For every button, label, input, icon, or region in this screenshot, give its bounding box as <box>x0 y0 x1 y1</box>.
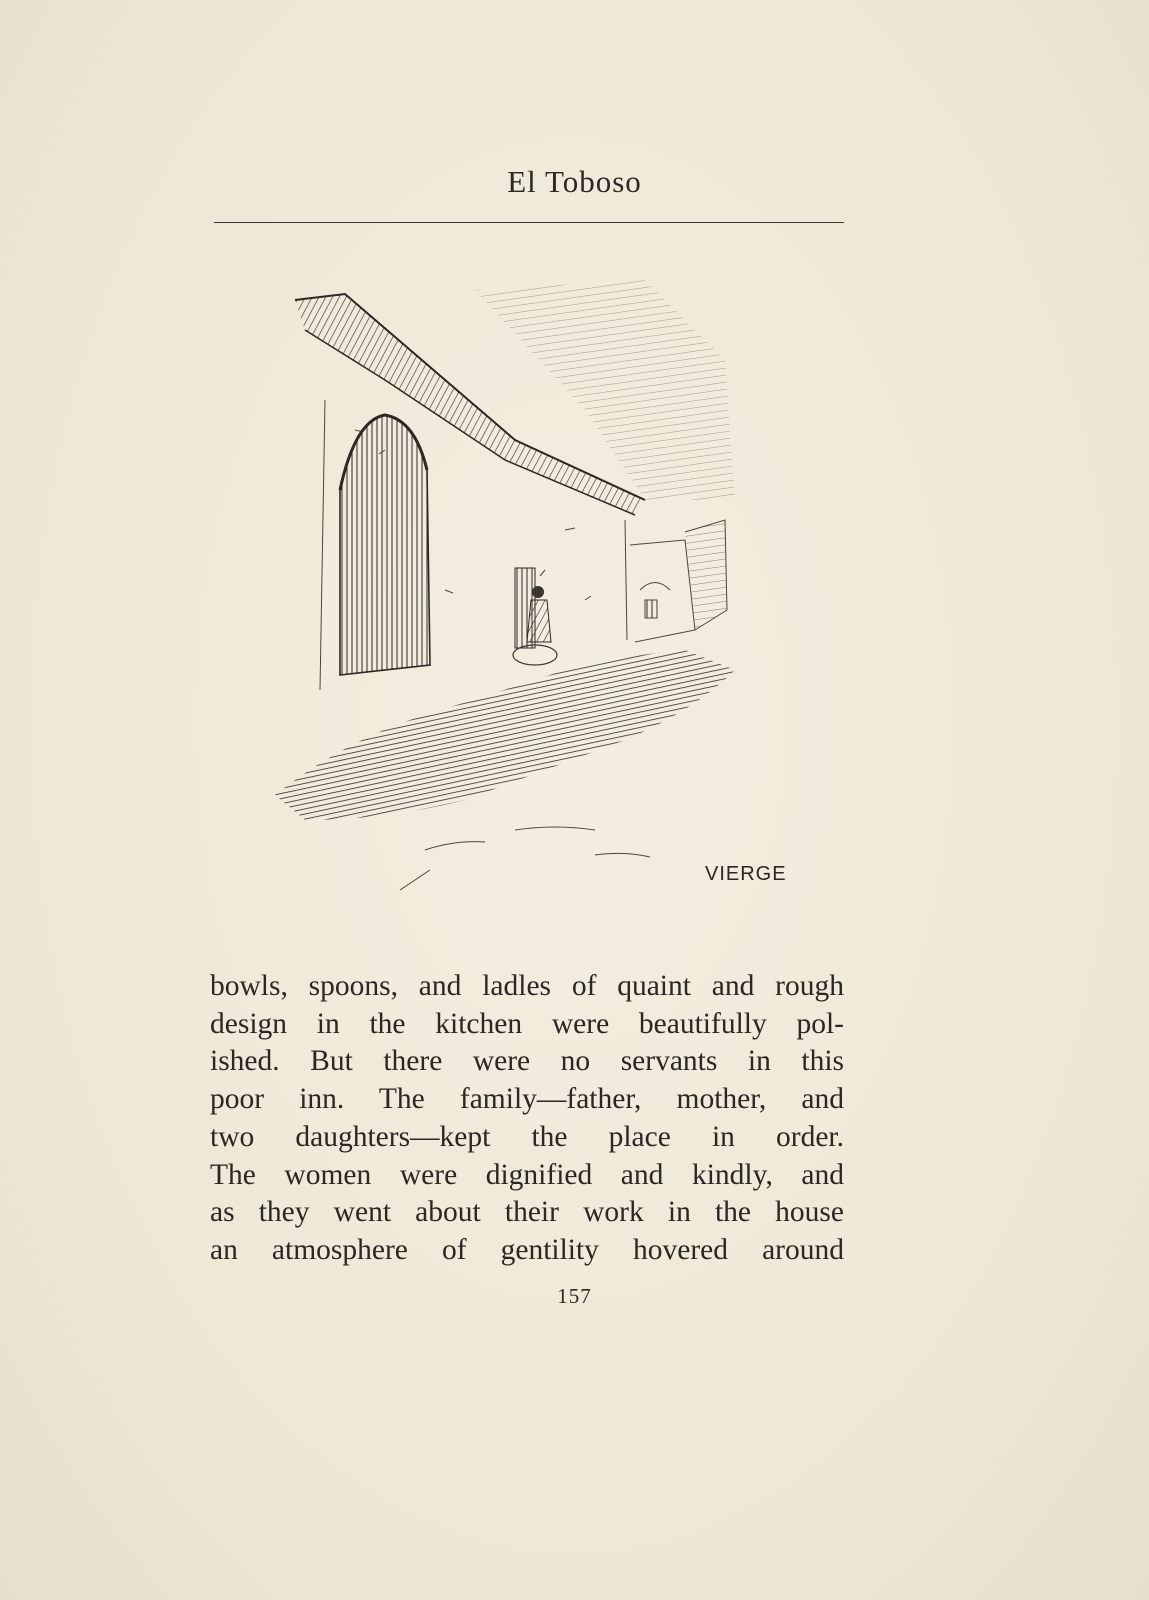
header-rule <box>214 222 844 223</box>
running-head: El Toboso <box>507 164 642 199</box>
page-number: 157 <box>557 1284 592 1308</box>
street-scene-illustration <box>265 270 810 920</box>
artist-signature: VIERGE <box>705 863 787 885</box>
arched-doorway <box>340 415 430 675</box>
body-line: two daughters—kept the place in order. <box>210 1120 844 1153</box>
body-text <box>210 968 844 1270</box>
body-line: The women were dignified and kindly, and <box>210 1158 844 1191</box>
sky-hatching <box>475 280 735 500</box>
ground-shadow <box>275 650 735 890</box>
distant-buildings <box>630 520 727 642</box>
body-line: as they went about their work in the house <box>210 1196 844 1229</box>
side-doorway-figure <box>513 568 557 665</box>
body-line: poor inn. The family—father, mother, and <box>210 1083 844 1116</box>
body-line: bowls, spoons, and ladles of quaint and rough <box>210 970 844 1002</box>
body-line: ished. But there were no servants in this <box>210 1045 844 1078</box>
body-line: an atmosphere of gentility hovered around <box>210 1233 844 1266</box>
body-line: design in the kitchen were beautifully pol- <box>210 1007 844 1040</box>
